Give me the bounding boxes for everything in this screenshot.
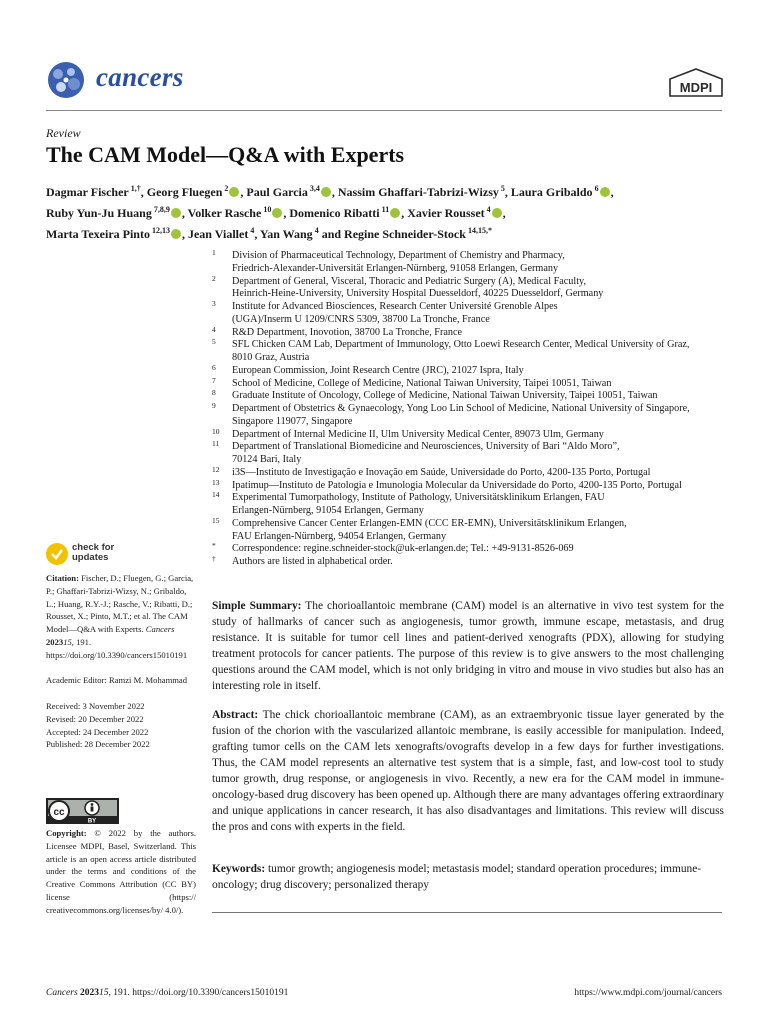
affiliation-item — [212, 339, 724, 365]
author-affiliation-ref: 4 — [484, 205, 491, 214]
revised-date: Revised: 20 December 2022 — [46, 713, 144, 724]
article-title: The CAM Model—Q&A with Experts — [46, 142, 405, 167]
author-list — [46, 180, 722, 243]
journal-name[interactable]: cancers — [96, 62, 184, 92]
affiliation-line: i3S—Instituto de Investigação e Inovação em Saúde, Universidade do Porto, 4200-135 Porto, Portugal — [232, 466, 651, 478]
citation-journal: Cancers — [145, 624, 175, 635]
simple-summary — [212, 598, 724, 694]
affiliation-line: School of Medicine, College of Medicine, National Taiwan University, Taipei 10051, Taiwan — [232, 377, 612, 389]
author-separator: , — [610, 185, 614, 199]
affiliation-line: Department of Obstetrics & Gynaecology, Yong Loo Lin School of Medicine, National University of Singapore, — [232, 403, 690, 414]
affiliation-line: Experimental Tumorpathology, Institute of Pathology, Universitätsklinikum Erlangen, FAU — [232, 492, 605, 504]
footer-journal-link[interactable]: https://www.mdpi.com/journal/cancers — [574, 988, 722, 998]
author-separator: , — [240, 185, 247, 199]
affiliation-line: Singapore 119077, Singapore — [232, 415, 353, 427]
author-affiliation-ref: 1,† — [128, 184, 141, 193]
author-affiliation-ref: 4 — [312, 226, 319, 235]
author-name[interactable]: Jean Viallet — [187, 227, 249, 241]
affiliation-number: 13 — [212, 477, 220, 487]
orcid-icon[interactable] — [600, 187, 610, 197]
svg-text:cc: cc — [53, 807, 65, 818]
affiliation-number: 3 — [212, 299, 216, 308]
author-name[interactable]: Laura Gribaldo — [510, 185, 593, 199]
citation-doi-link[interactable]: , 191. https://doi.org/10.3390/cancers15010191 — [46, 636, 188, 660]
footer-doi-link[interactable]: , 191. https://doi.org/10.3390/cancers15010191 — [108, 988, 289, 998]
author-name[interactable]: Paul Garcia — [246, 185, 308, 199]
affiliation-item — [212, 362, 724, 378]
author-name[interactable]: Xavier Rousset — [407, 206, 485, 220]
author-affiliation-ref: 4 — [248, 226, 255, 235]
license-badge-label: BY — [87, 818, 97, 824]
affiliation-item — [212, 441, 724, 467]
affiliation-number: * — [212, 541, 216, 551]
check-for-updates-button[interactable] — [46, 543, 146, 575]
affiliation-line: Authors are listed in alphabetical order. — [232, 556, 393, 567]
affiliation-number: 8 — [212, 388, 216, 398]
author-affiliation-ref: 10 — [261, 205, 272, 214]
academic-editor: Academic Editor: Ramzi M. Mohammad — [46, 675, 188, 686]
publisher-name: MDPI — [679, 80, 713, 95]
author-separator: , — [331, 185, 338, 199]
abstract-label: Abstract: — [212, 709, 259, 721]
affiliation-number: 9 — [212, 401, 216, 410]
affiliation-number: 1 — [212, 248, 216, 257]
affiliation-line: FAU Erlangen-Nürnberg, 94054 Erlangen, Germany — [232, 530, 447, 542]
footer-journal: Cancers — [46, 988, 78, 998]
orcid-icon[interactable] — [229, 187, 239, 197]
abstract — [212, 707, 724, 835]
keywords-label: Keywords: — [212, 863, 266, 875]
affiliation-line: Department of Internal Medicine II, Ulm University Medical Center, 89073 Ulm, Germany — [232, 428, 604, 440]
author-name[interactable]: Dagmar Fischer — [46, 185, 129, 199]
check-updates-line2: updates — [72, 552, 109, 563]
orcid-icon[interactable] — [390, 208, 400, 218]
affiliation-item — [212, 324, 724, 340]
check-updates-line1: check for — [72, 542, 115, 553]
affiliation-line: Erlangen-Nürnberg, 91054 Erlangen, Germany — [232, 505, 424, 516]
author-name[interactable]: Domenico Ribatti — [289, 206, 380, 220]
affiliation-line: Department of General, Visceral, Thoracic and Pediatric Surgery (A), Medical Faculty, — [232, 275, 587, 287]
affiliation-item — [212, 464, 724, 480]
affiliation-item — [212, 515, 724, 544]
affiliation-item — [212, 477, 724, 493]
affiliation-number: 10 — [212, 426, 220, 436]
keywords — [212, 861, 724, 893]
affiliation-line: Department of Translational Biomedicine and Neurosciences, University of Bari “Aldo Moro”, — [232, 441, 620, 453]
affiliation-item — [212, 556, 724, 569]
accepted-date: Accepted: 24 December 2022 — [46, 726, 149, 737]
author-separator: , — [181, 227, 188, 241]
author-name[interactable]: Georg Fluegen — [146, 185, 223, 199]
citation-label: Citation: — [46, 573, 79, 583]
orcid-icon[interactable] — [492, 208, 502, 218]
author-separator: and — [318, 227, 345, 241]
article-type: Review — [46, 126, 81, 140]
abstract-text: The chick chorioallantoic membrane (CAM), as an extraembryonic tissue layer generated by the fusion of the chorion with the vascularized allantoic membrane, is easily accessible for manipulation. Indeed, grafting tumor cells on the CAM lets xenografts/ovografts develop in a few days for further investigations. Thus, the CAM model represents an alternative test system that is a simple, fast, and low-cost tool to study tumor growth, drug response, or angiogenesis in vivo. Recently, a new era for the CAM model in immune-oncology-based drug discovery has been opened up. Although there are many advantages offering extraordinary and unique applications in cancer research, it has also disadvantages and limitations. This review will discuss the pros and cons with experts in the field. — [212, 709, 724, 833]
affiliations — [212, 250, 724, 569]
affiliation-item — [212, 250, 724, 276]
affiliation-number: 15 — [212, 515, 220, 525]
affiliation-line: Comprehensive Cancer Center Erlangen-EMN (CCC ER-EMN), Universitätsklinikum Erlangen, — [232, 517, 627, 529]
citation — [46, 572, 194, 662]
author-affiliation-ref: 11 — [379, 205, 390, 214]
affiliation-line: Heinrich-Heine-University, University Hospital Duesseldorf, 40225 Duesseldorf, Germany — [232, 288, 604, 300]
affiliation-line: Division of Pharmaceutical Technology, Department of Chemistry and Pharmacy, — [232, 250, 565, 261]
author-separator: , — [502, 206, 506, 220]
mdpi-logo[interactable] — [668, 68, 724, 100]
author-affiliation-ref: 3,4 — [307, 184, 320, 193]
copyright-label: Copyright: — [46, 828, 87, 838]
author-affiliation-ref: 2 — [222, 184, 229, 193]
author-separator: , — [140, 185, 147, 199]
affiliation-line: Correspondence: regine.schneider-stock@uk-erlangen.de; Tel.: +49-9131-8526-069 — [232, 543, 574, 555]
affiliation-item — [212, 375, 724, 391]
simple-summary-label: Simple Summary: — [212, 600, 302, 612]
citation-volume: 15 — [63, 636, 72, 647]
affiliation-item — [212, 301, 724, 327]
copyright-notice — [46, 827, 196, 917]
author-name[interactable]: Regine Schneider-Stock — [344, 227, 466, 241]
simple-summary-text: The chorioallantoic membrane (CAM) model is an alternative in vivo test system for the study of hallmarks of cancer such as angiogenesis, tumor growth, immune escape, metastasis, and drug resistance. It is suitable for tumor cell lines and patient-derived xenografts (PDX), allowing for studying treatment protocols for cancer patients. The purpose of this review is to give answers to the most challenging questions around the CAM model, which is not only bridging in vitro and mouse in vivo studies but also has an interesting role in itself. — [212, 600, 724, 692]
affiliation-line: Friedrich-Alexander-Universität Erlangen-Nürnberg, 91058 Erlangen, Germany — [232, 262, 559, 274]
affiliation-number: 7 — [212, 375, 216, 385]
author-separator: , — [401, 206, 408, 220]
affiliation-item — [212, 492, 724, 518]
affiliation-line: European Commission, Joint Research Centre (JRC), 21027 Ispra, Italy — [232, 364, 524, 376]
author-name[interactable]: Yan Wang — [259, 227, 313, 241]
author-affiliation-ref: 14,15,* — [465, 226, 492, 235]
citation-text: Fischer, D.; Fluegen, G.; Garcia, P.; Ghaffari-Tabrizi-Wizsy, N.; Gribaldo, L.; Huang, R.Y.-J.; Rasche, V.; Ribatti, D.; Rousset, X.; Pinto, M.T.; et al. The CAM Model—Q&A with Experts. — [46, 573, 194, 635]
copyright-text: © 2022 by the authors. Licensee MDPI, Basel, Switzerland. This article is an open access article distributed under the terms and conditions of the Creative Commons Attribution (CC BY) license (https:// creativecommons.org/licenses/by/ 4.0/). — [46, 828, 196, 915]
author-name[interactable]: Ruby Yun-Ju Huang — [46, 206, 152, 220]
affiliation-number: 6 — [212, 362, 216, 372]
affiliation-number: 11 — [212, 439, 220, 449]
author-separator: , — [504, 185, 511, 199]
article-info-sidebar — [46, 572, 194, 751]
affiliation-item — [212, 403, 724, 429]
author-separator: , — [283, 206, 290, 220]
affiliation-item — [212, 426, 724, 442]
orcid-icon[interactable] — [272, 208, 282, 218]
affiliation-number: 14 — [212, 490, 220, 500]
journal-logo-icon — [44, 60, 88, 100]
author-affiliation-ref: 7,8,9 — [151, 205, 170, 214]
author-name[interactable]: Nassim Ghaffari-Tabrizi-Wizsy — [337, 185, 499, 199]
footer-volume: 15 — [99, 988, 109, 998]
affiliation-number: † — [212, 554, 216, 563]
affiliation-number: 12 — [212, 464, 220, 474]
author-separator: , — [254, 227, 260, 241]
affiliation-item — [212, 390, 724, 403]
orcid-icon[interactable] — [171, 229, 181, 239]
affiliation-item — [212, 273, 724, 302]
author-affiliation-ref: 6 — [592, 184, 599, 193]
citation-year: 2023 — [46, 636, 64, 647]
orcid-icon[interactable] — [171, 208, 181, 218]
author-affiliation-ref: 12,13 — [149, 226, 170, 235]
author-affiliation-ref: 5 — [498, 184, 505, 193]
affiliation-line: Ipatimup—Instituto de Patologia e Imunologia Molecular da Universidade do Porto, 4200-135 Porto, Portugal — [232, 479, 682, 491]
affiliation-line: Institute for Advanced Biosciences, Research Center Université Grenoble Alpes — [232, 301, 558, 312]
check-updates-icon — [46, 543, 68, 565]
section-rule — [212, 912, 722, 913]
author-separator: , — [181, 206, 188, 220]
footer-year: 2023 — [80, 988, 100, 998]
author-name[interactable]: Volker Rasche — [187, 206, 262, 220]
received-date: Received: 3 November 2022 — [46, 700, 145, 711]
affiliation-line: Graduate Institute of Oncology, College of Medicine, National Taiwan University, Taipei 10051, Taiwan — [232, 390, 658, 402]
affiliation-line: (UGA)/Inserm U 1209/CNRS 5309, 38700 La Tronche, France — [232, 313, 490, 325]
affiliation-line: R&D Department, Inovotion, 38700 La Tronche, France — [232, 326, 463, 338]
affiliation-line: 70124 Bari, Italy — [232, 454, 302, 465]
orcid-icon[interactable] — [321, 187, 331, 197]
affiliation-number: 5 — [212, 337, 216, 347]
affiliation-number: 4 — [212, 324, 216, 334]
published-date: Published: 28 December 2022 — [46, 739, 150, 750]
affiliation-line: 8010 Graz, Austria — [232, 352, 310, 363]
affiliation-line: SFL Chicken CAM Lab, Department of Immunology, Otto Loewi Research Center, Medical University of Graz, — [232, 339, 690, 351]
author-name[interactable]: Marta Texeira Pinto — [46, 227, 150, 241]
keywords-text: tumor growth; angiogenesis model; metastasis model; standard operation procedures; immune-oncology; drug discovery; personalized therapy — [212, 863, 702, 891]
affiliation-number: 2 — [212, 273, 216, 283]
affiliation-item — [212, 543, 724, 556]
header-rule — [46, 110, 722, 111]
cc-by-license-badge[interactable] — [46, 798, 119, 824]
